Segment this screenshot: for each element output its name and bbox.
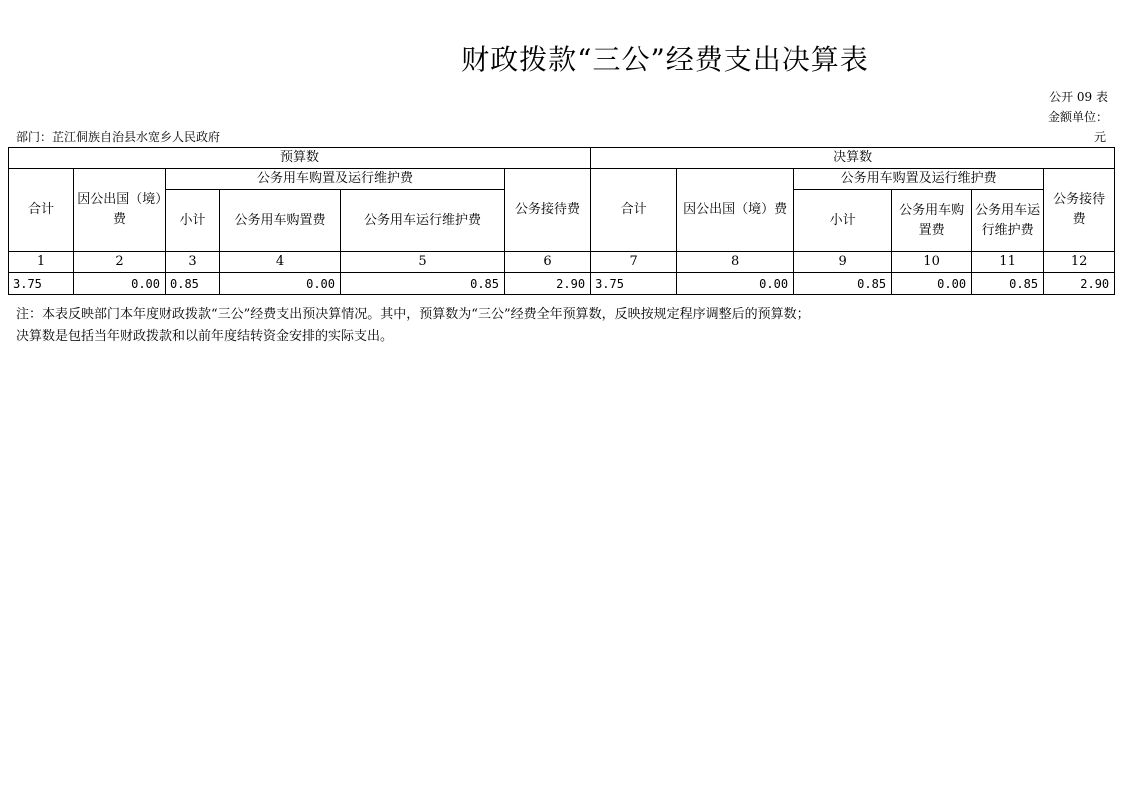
final-purchase-value: 0.00: [892, 273, 972, 295]
amount-unit: 元: [1093, 130, 1106, 144]
budget-group-header: 预算数: [9, 148, 591, 169]
column-number: 9: [794, 252, 892, 273]
final-total-value: 3.75: [591, 273, 677, 295]
column-number: 5: [341, 252, 505, 273]
column-number: 4: [220, 252, 341, 273]
column-number: 8: [677, 252, 794, 273]
final-subtotal-header: 小计: [794, 190, 892, 252]
budget-reception-header: 公务接待费: [505, 169, 591, 252]
final-reception-value: 2.90: [1044, 273, 1115, 295]
column-number: 3: [166, 252, 220, 273]
budget-purchase-header: 公务用车购置费: [220, 190, 341, 252]
budget-total-value: 3.75: [9, 273, 74, 295]
column-number: 6: [505, 252, 591, 273]
form-code: 公开 09 表: [1049, 90, 1108, 104]
budget-reception-value: 2.90: [505, 273, 591, 295]
budget-abroad-value: 0.00: [74, 273, 166, 295]
expenditure-table: [8, 147, 1115, 295]
column-number: 2: [74, 252, 166, 273]
column-number: 11: [972, 252, 1044, 273]
final-reception-header: 公务接待费: [1044, 169, 1115, 252]
final-vehicle-header: 公务用车购置及运行维护费: [794, 169, 1044, 190]
column-number: 7: [591, 252, 677, 273]
table-group-row: [9, 148, 1115, 169]
department-label: 部门：芷江侗族自治县水宽乡人民政府: [16, 130, 221, 144]
column-number: 12: [1044, 252, 1115, 273]
budget-vehicle-header: 公务用车购置及运行维护费: [166, 169, 505, 190]
budget-operation-header: 公务用车运行维护费: [341, 190, 505, 252]
final-subtotal-value: 0.85: [794, 273, 892, 295]
budget-abroad-header: 因公出国（境）费: [74, 169, 166, 252]
final-total-header: 合计: [591, 169, 677, 252]
note-line: 注：本表反映部门本年度财政拨款“三公”经费支出预决算情况。其中，预算数为“三公”经费全年预算数，反映按规定程序调整后的预算数；: [16, 307, 810, 322]
column-number: 1: [9, 252, 74, 273]
column-number: 10: [892, 252, 972, 273]
budget-purchase-value: 0.00: [220, 273, 341, 295]
final-purchase-header: 公务用车购置费: [892, 190, 972, 252]
budget-subtotal-header: 小计: [166, 190, 220, 252]
table-row: [9, 273, 1115, 295]
page-title: 财政拨款“三公”经费支出决算表: [461, 43, 869, 76]
final-abroad-header: 因公出国（境）费: [677, 169, 794, 252]
final-abroad-value: 0.00: [677, 273, 794, 295]
column-number-row: [9, 252, 1115, 273]
budget-total-header: 合计: [9, 169, 74, 252]
table-notes: [16, 304, 810, 348]
final-group-header: 决算数: [591, 148, 1115, 169]
amount-unit-label: 金额单位：: [1047, 110, 1108, 124]
note-line: 决算数是包括当年财政拨款和以前年度结转资金安排的实际支出。: [16, 329, 394, 344]
final-operation-header: 公务用车运行维护费: [972, 190, 1044, 252]
budget-subtotal-value: 0.85: [166, 273, 220, 295]
table-subgroup-row: [9, 169, 1115, 190]
budget-operation-value: 0.85: [341, 273, 505, 295]
final-operation-value: 0.85: [972, 273, 1044, 295]
